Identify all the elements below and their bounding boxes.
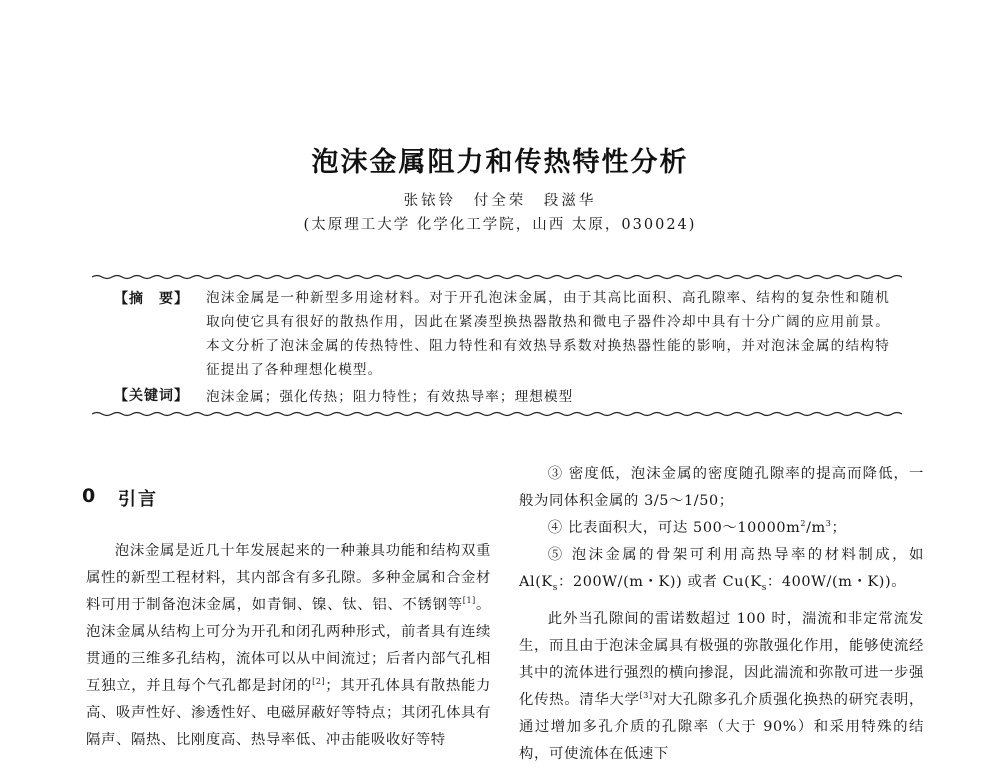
text-run: ；其开孔体具有散热能力高、吸声性好、渗透性好、电磁屏蔽好等特点；其闭孔体具有隔声、隔热、比刚度高、热导率低、冲击能吸收好等特	[86, 678, 491, 748]
keywords-text: 泡沫金属；强化传热；阻力特性；有效热导率；理想模型	[206, 389, 574, 405]
list-item-skeleton	[519, 542, 924, 596]
left-column	[86, 538, 491, 754]
abstract-label: 【摘 要】	[114, 291, 189, 307]
list-item-density: ③ 密度低，泡沫金属的密度随孔隙率的提高而降低，一般为同体积金属的 3/5～1/50；	[519, 466, 924, 509]
paper-affiliation: (太原理工大学 化学化工学院，山西 太原，030024)	[303, 217, 697, 233]
text-run: ：400W/(m・K))。	[766, 574, 907, 590]
text-run: 此外当孔隙间的雷诺数超过 100 时，湍流和非定常流发生，而且由于泡沫金属具有极强的弥散强化作用，能够使流经其中的流体进行强烈的横向掺混，因此湍流和弥散可进一步强化传热。清华大学	[519, 611, 924, 708]
text-run: ：200W/(m・K)) 或者 Cu(K	[557, 574, 762, 590]
text-run: ；	[831, 520, 847, 536]
body-paragraph	[519, 606, 924, 768]
text-run: ⑤ 泡沫金属的骨架可利用高热导率的材料制成，如 Al(K	[519, 547, 924, 590]
text-run: 泡沫金属是近几十年发展起来的一种兼具功能和结构双重属性的新型工程材料，其内部含有多孔隙。多种金属和合金材料可用于制备泡沫金属，如青铜、镍、钛、铝、不锈钢等	[86, 543, 491, 613]
paper-title: 泡沫金属阻力和传热特性分析	[311, 147, 689, 178]
list-item-surface-area	[519, 515, 924, 542]
intro-paragraph	[86, 538, 491, 754]
subscript: s	[552, 582, 558, 593]
citation-ref: [2]	[312, 677, 326, 687]
abstract-text: 泡沫金属是一种新型多用途材料。对于开孔泡沫金属，由于其高比面积、高孔隙率、结构的复杂性和随机取向使它具有很好的散热作用，因此在紧凑型换热器散热和微电子器件冷却中具有十分广阔的应用前景。本文分析了泡沫金属的传热特性、阻力特性和有效热导系数对换热器性能的影响，并对泡沫金属的结构特征提出了各种理想化模型。	[206, 290, 890, 378]
abstract-box	[92, 273, 902, 418]
paper-authors: 张铱铃 付全荣 段滋华	[403, 193, 597, 209]
section-title: 引言	[118, 489, 158, 510]
text-run: 对大孔隙多孔介质强化换热的研究表明，通过增加多孔介质的孔隙率（大于 90%）和采用特殊的结构，可使流体在低速下	[519, 692, 924, 762]
text-run: 。泡沫金属从结构上可分为开孔和闭孔两种形式，前者具有连续贯通的三维多孔结构，流体可以从中间流过；后者内部气孔相互独立，并且每个气孔都是封闭的	[86, 597, 491, 694]
abstract-bottom-wavy-rule	[92, 410, 902, 418]
abstract-top-wavy-rule	[92, 273, 902, 281]
keywords-label: 【关键词】	[114, 388, 189, 404]
superscript: 3	[825, 519, 832, 529]
subscript: s	[761, 582, 767, 593]
superscript: 2	[800, 519, 807, 529]
text-run: /m	[806, 520, 826, 536]
section-number: 0	[82, 485, 96, 507]
citation-ref: [3]	[639, 691, 653, 701]
citation-ref: [1]	[462, 596, 476, 606]
text-run: ④ 比表面积大，可达 500～10000m	[547, 520, 801, 536]
right-column	[519, 461, 924, 768]
